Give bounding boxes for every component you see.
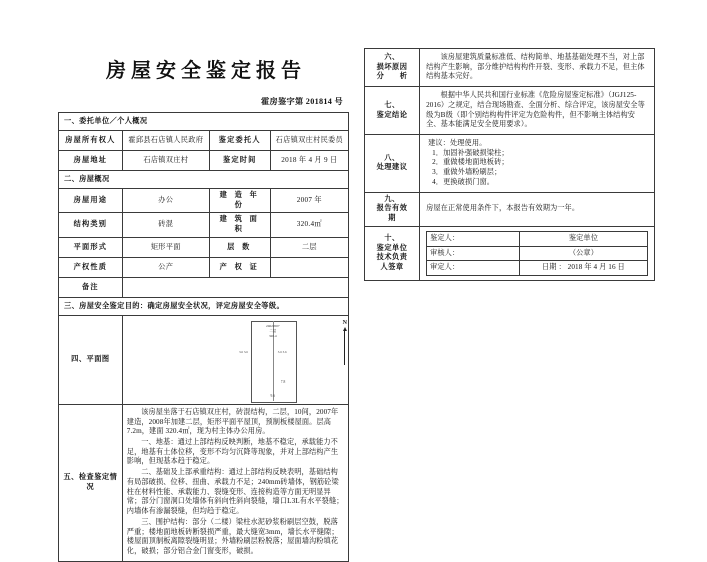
plan-form-value: 矩形平面 — [122, 237, 209, 257]
signature-row — [427, 261, 648, 276]
recommendation-lead: 建议：处理使用。 — [428, 139, 487, 148]
recommendations-text — [420, 135, 655, 193]
floors-label: 层 数 — [209, 237, 270, 257]
signature-row — [427, 246, 648, 261]
ownership-value: 公产 — [122, 257, 209, 277]
table-row — [59, 277, 349, 297]
inspection-paragraph: 二、基础及上部承重结构：通过上部结构反映表明，基础结构有局部破损、位移、扭曲、承载力不足；240mm砖墙体，钢筋砼梁柱在材料性能、承载能力、裂缝变形、连接构造等方面无明显异常；部分门窗洞口处墙体有斜向性斜向裂缝，墙口L3L有水平裂缝；内墙体有渗漏裂缝，但均趋于稳定。 — [126, 468, 344, 516]
table-row — [59, 131, 349, 151]
section-8-row — [365, 135, 655, 193]
reviewer-label: 审核人： — [427, 246, 520, 261]
floor-area-label: 建 筑 面 积 — [209, 213, 270, 237]
plan-dimension-left: 3.6 3.6 — [239, 349, 248, 354]
appraisal-unit-label: 鉴定单位 — [519, 231, 647, 246]
page-title: 房屋安全鉴定报告 — [106, 60, 306, 82]
section-5-label — [59, 404, 123, 561]
usage-label: 房屋用途 — [59, 189, 123, 213]
inspection-paragraph: 一、地基：通过上部结构反映判断，地基不稳定，承载能力不足，地基有土体位移，变形不均匀沉降等现象，并对上部结构产生影响，但现基本趋于稳定。 — [126, 438, 339, 466]
title-cert-value — [270, 257, 348, 277]
inspection-paragraph: 该房屋坐落于石店镇双庄村，砖混结构，二层，10间，2007年建造，2008年加建二层，矩形平面平屋顶，预制板楼屋面。层高 7.2m，建面 320.4㎡，现为村主体办公用房。 — [126, 407, 339, 436]
structure-type-value: 砖混 — [122, 213, 209, 237]
section-10-row — [365, 226, 655, 280]
table-row — [59, 213, 349, 237]
section-7-label: 七、 鉴定结论 — [365, 87, 420, 135]
ownership-label: 产权性质 — [59, 257, 123, 277]
remark-label: 备注 — [59, 277, 123, 297]
section-4-row — [59, 315, 349, 404]
recommendation-item: 3．重做外墙粉刷层； — [432, 168, 502, 177]
appraisal-date-label: 鉴定时间 — [209, 151, 270, 171]
section-4-label — [59, 315, 123, 404]
north-arrow-stem — [344, 331, 345, 365]
section-4-label-text: 四、平面图 — [71, 355, 110, 364]
floor-plan-drawing — [123, 316, 348, 404]
section-3-heading-row — [59, 297, 349, 315]
recommendation-item: 2．重做楼地面地板砖； — [432, 158, 509, 167]
section-2-heading: 二、房屋概况 — [59, 171, 349, 189]
right-report-table — [364, 48, 655, 281]
signature-block — [420, 226, 655, 280]
plan-dimension-middle: 3.6 3.6 — [277, 349, 287, 354]
floor-area-value: 320.4㎡ — [270, 213, 348, 237]
usage-value: 办公 — [122, 189, 209, 213]
table-row — [59, 189, 349, 213]
build-year-label: 建 造 年 份 — [209, 189, 270, 213]
structure-type-label: 结构类别 — [59, 213, 123, 237]
owner-value: 霍邱县石店镇人民政府 — [122, 131, 209, 151]
section-5-label-text: 五、检查鉴定情况 — [63, 473, 118, 491]
left-column — [58, 40, 349, 562]
north-label: N — [342, 319, 347, 326]
client-value: 石店镇双庄村民委员 — [270, 131, 348, 151]
section-10-label: 十、 鉴定单位 技术负责 人签章 — [365, 226, 420, 280]
appraiser-label: 鉴定人： — [427, 231, 520, 246]
floor-plan-cell — [122, 315, 348, 404]
address-value: 石店镇双庄村 — [122, 151, 209, 171]
table-row — [59, 257, 349, 277]
remark-value — [122, 277, 348, 297]
build-year-value: 2007 年 — [270, 189, 348, 213]
signature-date: 日期 ： 2018 年 4 月 16 日 — [519, 261, 647, 276]
section-6-row — [365, 49, 655, 87]
table-row — [59, 151, 349, 171]
section-9-row — [365, 192, 655, 226]
section-1-heading-row — [59, 113, 349, 131]
client-label: 鉴定委托人 — [209, 131, 270, 151]
section-9-label: 九、 报告有效 期 — [365, 192, 420, 226]
section-7-row — [365, 87, 655, 135]
recommendation-item: 4．更换破损门窗。 — [432, 177, 495, 186]
plan-form-label: 平面形式 — [59, 237, 123, 257]
right-column — [364, 48, 655, 281]
inspection-text — [122, 404, 348, 561]
inspection-paragraph: 三、围护结构：部分（二楼）梁柱水泥砂浆粉刷层空鼓，脱落严重；楼地面地板砖断裂损严重，最大缝宽3mm，墙长水平缝隙；楼屋面顶制板离隙裂缝明显；外墙粉刷层粉脱落；屋面墙沟粉填花化，破损；部分铝合金门窗变形，破损。 — [126, 517, 339, 555]
report-number: 霍房鉴字第 201814 号 — [261, 97, 343, 106]
signature-table — [426, 231, 648, 276]
recommendation-item: 1．加固补强破损梁柱； — [432, 148, 509, 157]
floors-value: 二层 — [270, 237, 348, 257]
appraisal-date-value: 2018 年 4 月 9 日 — [270, 151, 348, 171]
section-6-label: 六、 损坏原因 分 析 — [365, 49, 420, 87]
table-row — [59, 237, 349, 257]
section-1-heading: 一、委托单位／个人概况 — [59, 113, 349, 131]
signature-row — [427, 231, 648, 246]
validity-text: 房屋在正常使用条件下，本报告有效期为一年。 — [420, 192, 655, 226]
section-8-label: 八、 处理建议 — [365, 135, 420, 193]
title-cert-label: 产 权 证 — [209, 257, 270, 277]
plan-dimension-right: 7.8 — [280, 379, 286, 384]
address-label: 房屋地址 — [59, 151, 123, 171]
official-seal-label: （公章） — [519, 246, 647, 261]
left-report-table — [58, 112, 349, 562]
plan-building-code: 24622007 二层 320.4 — [266, 323, 280, 339]
owner-label: 房屋所有权人 — [59, 131, 123, 151]
north-arrow-icon — [338, 320, 352, 365]
plan-dimension-bottom: 9.6 — [270, 393, 276, 398]
conclusion-text: 根据中华人民共和国行业标准《危险房屋鉴定标准》（JGJ125-2016）之规定，结合现场勘查、全面分析、综合评定，该房屋安全等级为B级（即个别结构构件评定为危险构件，但不影响主体结构安全、基本能满足安全使用要求）。 — [420, 87, 655, 135]
section-3-heading: 三、房屋安全鉴定目的：确定房屋安全状况，评定房屋安全等级。 — [59, 297, 349, 315]
damage-cause-text: 该房屋建筑质量标准低、结构简单、地基基础处理不当，对上部结构产生影响，部分维护结构构件开裂、变形、承载力不足，但主体结构基本完好。 — [420, 49, 655, 87]
section-5-row — [59, 404, 349, 561]
section-2-heading-row — [59, 171, 349, 189]
approver-label: 审定人： — [427, 261, 520, 276]
